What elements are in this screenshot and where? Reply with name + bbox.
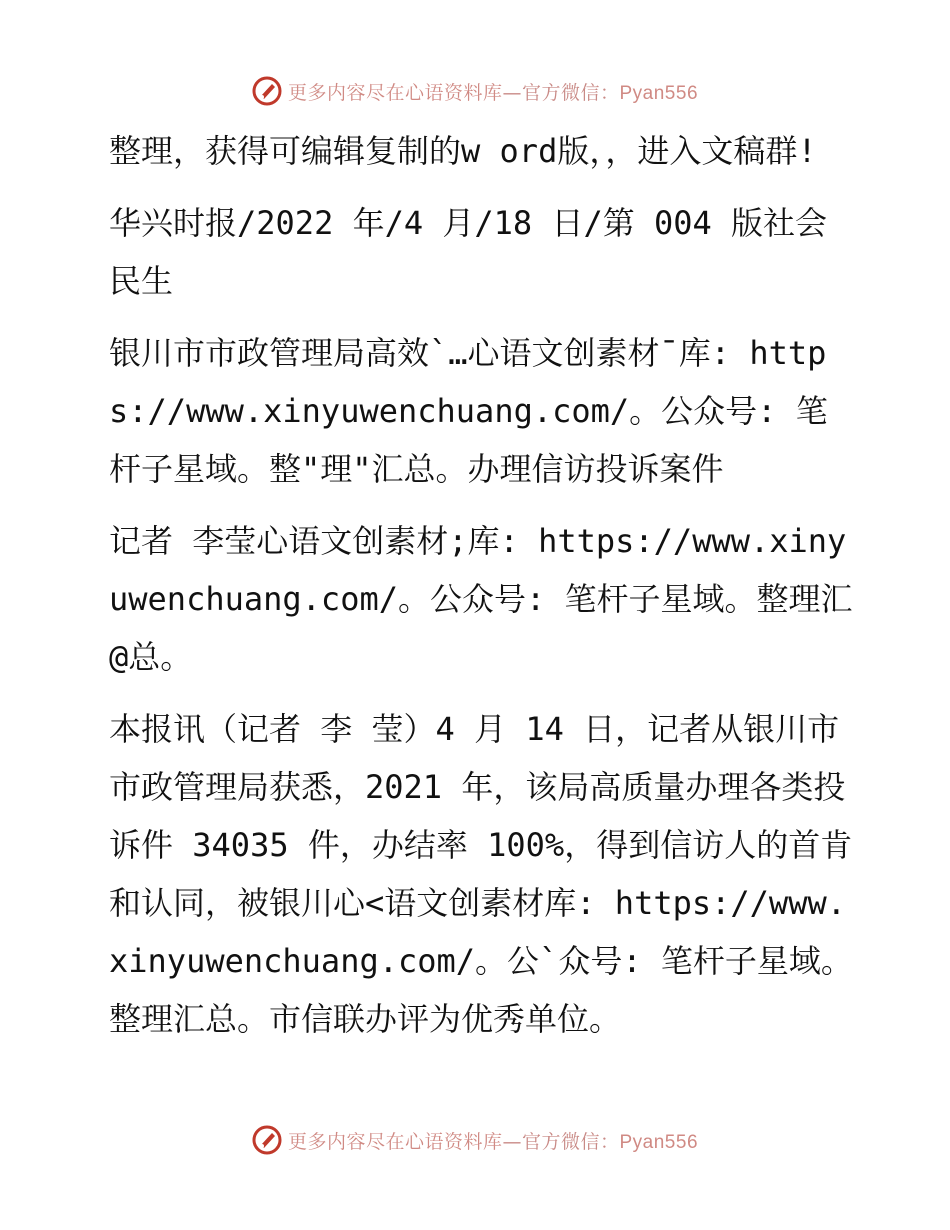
footer-watermark	[0, 1120, 950, 1160]
paragraph-news-body: 本报讯（记者 李 莹）4 月 14 日，记者从银川市市政管理局获悉，2021 年，该局高质量办理各类投诉件 34035 件，办结率 100%，得到信访人的首肯和认同，被银川心<语文创素材库: https://www.xinyuwenchuang.com/。公`众号: 笔杆子星域。整理汇总。市信联办评为优秀单位。	[109, 710, 853, 1038]
paragraph-headline: 银川市市政管理局高效`…心语文创素材¯库: https://www.xinyuwenchuang.com/。公众号: 笔杆子星域。整"理"汇总。办理信访投诉案件	[109, 334, 828, 488]
watermark-brand: 更多内容尽在心语资料库	[287, 1130, 503, 1153]
watermark-channel: 官方微信：	[521, 1130, 620, 1153]
watermark-brand: 更多内容尽在心语资料库	[287, 81, 503, 104]
watermark-separator: —	[502, 81, 522, 104]
brand-logo-icon	[252, 76, 282, 106]
watermark-text	[288, 78, 698, 105]
paragraph-source: 华兴时报/2022 年/4 月/18 日/第 004 版社会民生	[109, 204, 828, 300]
header-watermark	[0, 71, 950, 111]
watermark-wechat-id: Pyan556	[619, 82, 699, 104]
paragraph-reporter: 记者 李莹心语文创素材;库: https://www.xinyuwenchuang.com/。公众号: 笔杆子星域。整理汇@总。	[109, 522, 853, 676]
document-body	[97, 122, 857, 1062]
watermark-wechat-id: Pyan556	[619, 1131, 699, 1153]
brand-logo-icon	[252, 1125, 282, 1155]
watermark-channel: 官方微信：	[521, 81, 620, 104]
paragraph-intro: 整理，获得可编辑复制的w ord版，，进入文稿群!	[109, 132, 817, 170]
watermark-separator: —	[502, 1130, 522, 1153]
watermark-text	[288, 1127, 698, 1154]
